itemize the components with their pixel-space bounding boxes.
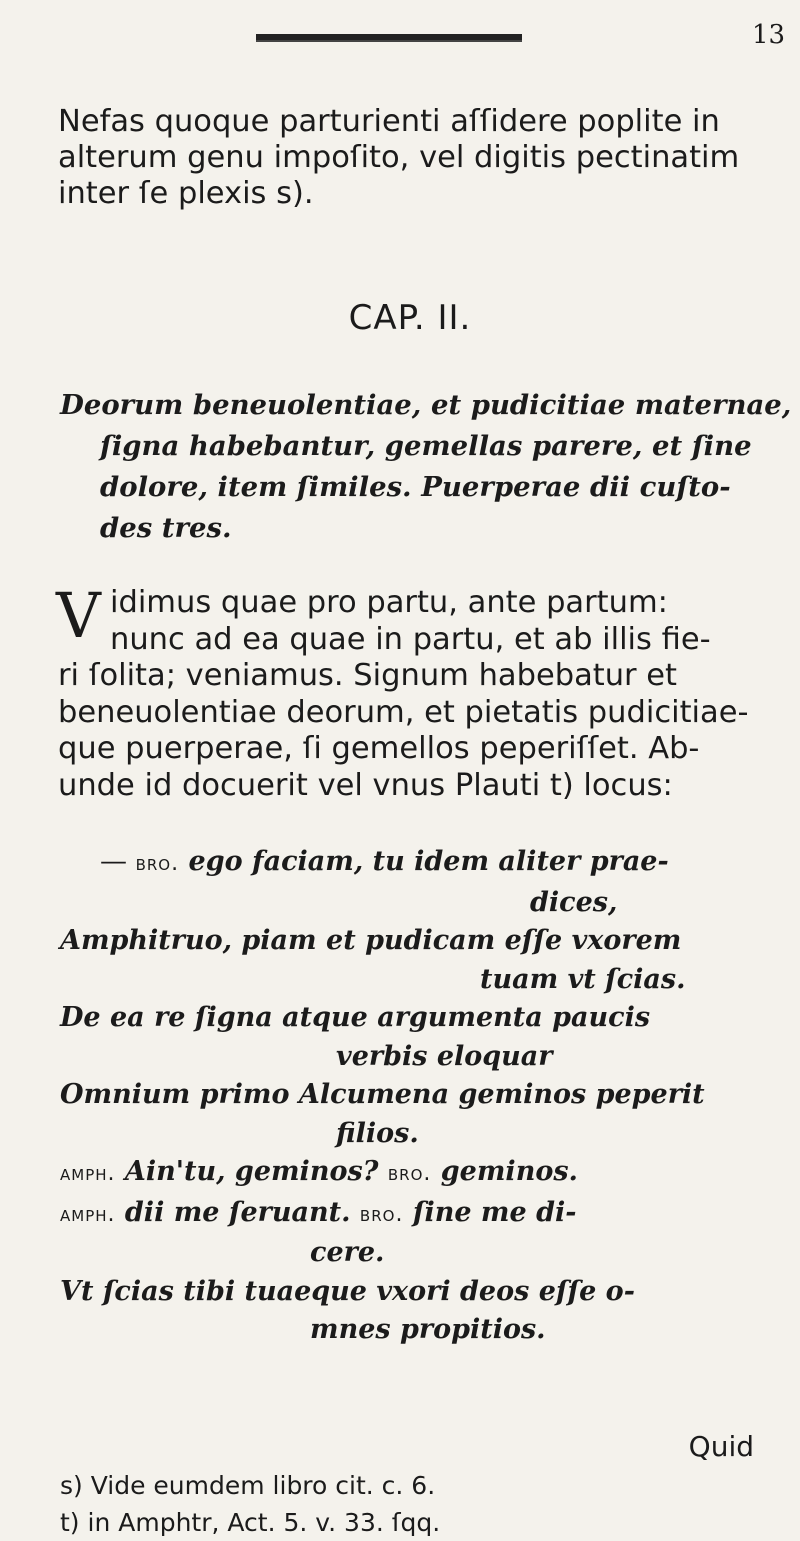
footnotes [60, 1467, 440, 1541]
verse-continuation: filios. [336, 1117, 419, 1149]
text-line: ri ſolita; veniamus. Signum habebatur et [58, 658, 678, 693]
verse-line: Amphitruo, piam et pudicam eſſe vxorem [60, 925, 682, 956]
verse-line [60, 843, 766, 884]
speaker-label: bro. [135, 851, 180, 876]
summary-line: ſigna habebantur, gemellas parere, et ſine [100, 430, 752, 462]
verse-text: ſine me di- [403, 1196, 577, 1228]
text-line: Nefas quoque parturienti aſſidere poplite in [58, 104, 720, 139]
verse-dash: — [100, 846, 136, 877]
verse-text: Ain'tu, geminos? [115, 1156, 388, 1187]
text-line: alterum genu impoſito, vel digitis pectinatim [58, 140, 740, 175]
plautus-quotation [60, 843, 766, 1350]
header-rule [256, 34, 522, 42]
speaker-label: bro. [387, 1161, 432, 1186]
verse-line [60, 1194, 766, 1235]
chapter-title: CAP. II. [348, 298, 472, 338]
summary-line: Deorum beneuolentiae, et pudicitiae maternae, [60, 389, 792, 421]
catchword: Quid [688, 1430, 754, 1463]
drop-cap: V [56, 579, 101, 652]
verse-continuation: dices, [530, 886, 618, 918]
text-line: que puerperae, ſi gemellos peperiſſet. Ab- [58, 731, 700, 766]
verse-continuation: tuam vt ſcias. [480, 963, 686, 995]
text-line: idimus quae pro partu, ante partum: [110, 585, 668, 620]
speaker-label: amph. [60, 1201, 116, 1227]
verse-continuation: verbis eloquar [336, 1040, 553, 1072]
verse-text: geminos. [431, 1156, 578, 1187]
footnote: t) in Amphtr, Act. 5. v. 33. ſqq. [60, 1508, 441, 1537]
verse-line: De ea re ſigna atque argumenta paucis [60, 1002, 651, 1033]
verse-line: Vt ſcias tibi tuaeque vxori deos eſſe o- [60, 1275, 635, 1307]
chapter-summary [60, 385, 792, 549]
intro-paragraph [58, 104, 768, 212]
footnote: s) Vide eumdem libro cit. c. 6. [60, 1471, 436, 1500]
text-line: nunc ad ea quae in partu, et ab illis fie- [110, 621, 711, 657]
verse-continuation: cere. [310, 1237, 385, 1268]
verse-continuation: mnes propitios. [310, 1314, 546, 1345]
text-line: beneuolentiae deorum, et pietatis pudicitiae- [58, 694, 749, 730]
summary-line: dolore, item ſimiles. Puerperae dii cuſto- [100, 471, 731, 503]
verse-text: ego faciam, tu idem aliter prae- [179, 846, 669, 877]
verse-text: dii me ſeruant. [115, 1196, 360, 1228]
verse-line: Omnium primo Alcumena geminos peperit [60, 1079, 705, 1110]
body-paragraph [56, 579, 768, 804]
speaker-label: bro. [359, 1201, 404, 1227]
verse-line [60, 1153, 766, 1194]
text-line: inter ſe plexis s). [58, 176, 314, 211]
summary-line: des tres. [100, 512, 232, 544]
text-line: unde id docuerit vel vnus Plauti t) locus: [58, 767, 673, 803]
page-number: 13 [752, 20, 786, 50]
speaker-label: amph. [60, 1161, 116, 1186]
